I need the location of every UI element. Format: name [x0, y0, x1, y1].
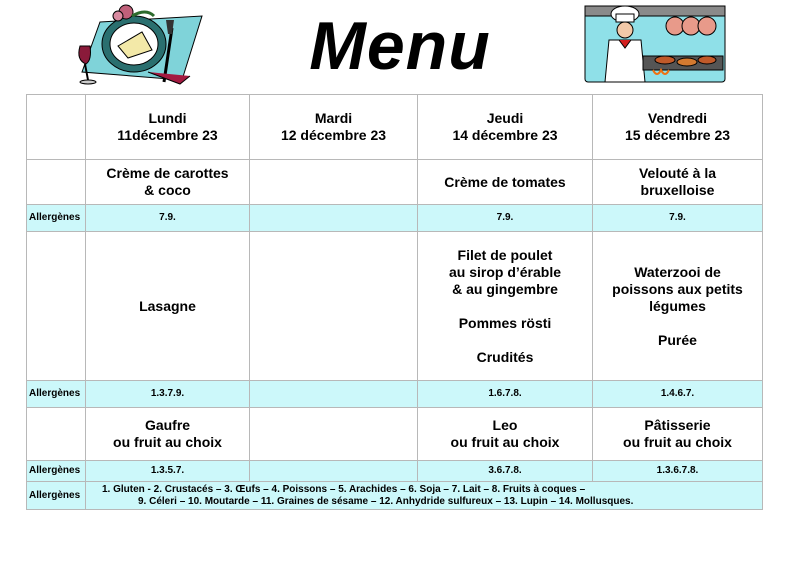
- allergen-label: Allergènes: [27, 381, 86, 408]
- chef-grill-clipart: [583, 4, 727, 84]
- allergen-label: Allergènes: [27, 461, 86, 482]
- soup-cell: Crème de tomates: [418, 160, 593, 205]
- allergen-row: [27, 381, 763, 408]
- allergen-cell: 1.6.7.8.: [418, 381, 593, 408]
- day-header: Jeudi 14 décembre 23: [418, 95, 593, 160]
- main-dish-line: Waterzooi de: [634, 263, 721, 280]
- main-dish-line: légumes: [649, 297, 706, 314]
- allergen-cell: 1.3.6.7.8.: [593, 461, 763, 482]
- allergen-cell: 1.3.5.7.: [86, 461, 250, 482]
- allergen-label: Allergènes: [27, 482, 86, 510]
- soup-row: [27, 160, 763, 205]
- main-dish-row: [27, 232, 763, 381]
- allergen-cell: 7.9.: [418, 205, 593, 232]
- allergen-cell: 1.3.7.9.: [86, 381, 250, 408]
- dessert-cell: Gaufre ou fruit au choix: [86, 408, 250, 461]
- day-header: Lundi 11décembre 23: [86, 95, 250, 160]
- allergen-row: [27, 461, 763, 482]
- main-dish-cell: [593, 232, 763, 381]
- corner-cell: [27, 95, 86, 160]
- allergen-cell: [250, 461, 418, 482]
- row-label-empty: [27, 160, 86, 205]
- allergen-cell: 7.9.: [86, 205, 250, 232]
- main-dish-line: au sirop d’érable: [448, 263, 562, 280]
- row-label-empty: [27, 232, 86, 381]
- soup-cell: Velouté à la bruxelloise: [593, 160, 763, 205]
- allergen-label: Allergènes: [27, 205, 86, 232]
- line-gap: [597, 315, 758, 332]
- line-gap: [422, 332, 588, 349]
- day-header: Vendredi 15 décembre 23: [593, 95, 763, 160]
- allergen-cell: 1.4.6.7.: [593, 381, 763, 408]
- allergen-legend-row: [27, 482, 763, 510]
- menu-table: [26, 94, 763, 510]
- allergen-row: [27, 205, 763, 232]
- main-dish-cell: [418, 232, 593, 381]
- day-header: Mardi 12 décembre 23: [250, 95, 418, 160]
- day-header-row: [27, 95, 763, 160]
- main-dish-cell: [86, 232, 250, 381]
- main-dish-line: Pommes rösti: [458, 314, 552, 331]
- main-dish-line: Purée: [658, 331, 697, 348]
- main-dish-line: poissons aux petits: [612, 280, 743, 297]
- main-dish-line: Crudités: [476, 348, 534, 365]
- legend-line-1: 1. Gluten - 2. Crustacés – 3. Œufs – 4. Poissons – 5. Arachides – 6. Soja – 7. Lait – 8. Fruits à coques –: [102, 483, 586, 495]
- allergen-cell: [250, 381, 418, 408]
- allergen-cell: [250, 205, 418, 232]
- dessert-cell: [250, 408, 418, 461]
- dessert-cell: Pâtisserie ou fruit au choix: [593, 408, 763, 461]
- legend-line-2: 9. Céleri – 10. Moutarde – 11. Graines de sésame – 12. Anhydride sulfureux – 13. Lupin – 14. Mollusques.: [138, 495, 634, 507]
- allergen-cell: 7.9.: [593, 205, 763, 232]
- page-title: Menu: [309, 8, 491, 84]
- line-gap: [422, 298, 588, 315]
- dessert-row: [27, 408, 763, 461]
- main-dish-line: Lasagne: [139, 297, 196, 314]
- main-dish-line: Filet de poulet: [457, 246, 553, 263]
- allergen-legend: [86, 482, 763, 510]
- allergen-cell: 3.6.7.8.: [418, 461, 593, 482]
- soup-cell: [250, 160, 418, 205]
- row-label-empty: [27, 408, 86, 461]
- main-dish-cell: [250, 232, 418, 381]
- dessert-cell: Leo ou fruit au choix: [418, 408, 593, 461]
- main-dish-line: & au gingembre: [452, 280, 558, 297]
- soup-cell: Crème de carottes & coco: [86, 160, 250, 205]
